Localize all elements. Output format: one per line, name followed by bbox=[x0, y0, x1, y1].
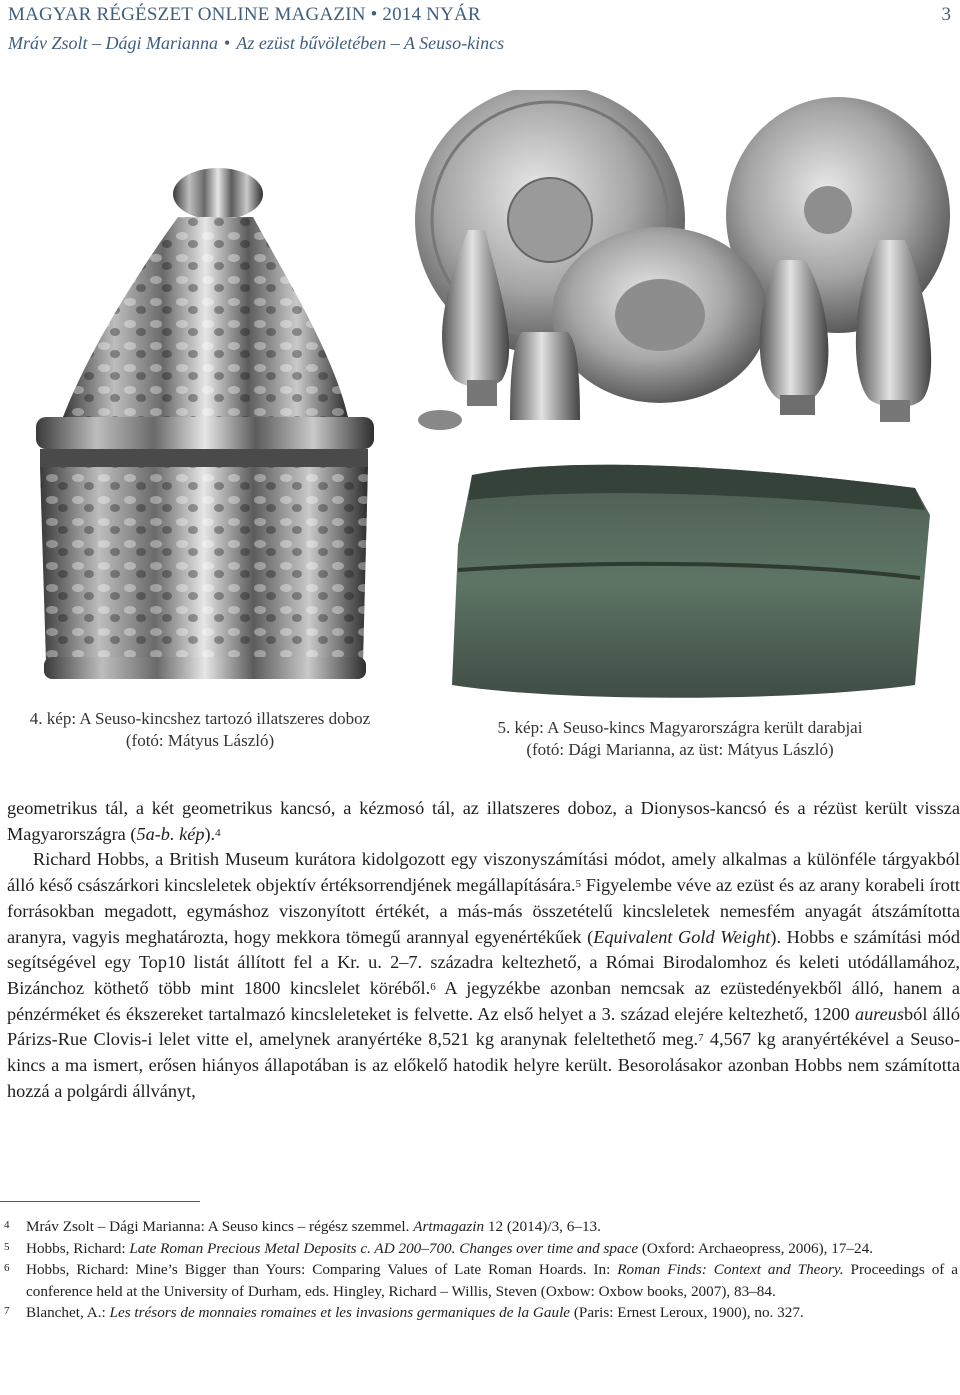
text-run: ból álló Párizs-Rue Clovis-i lelet vitte el, amelynek aranyértéke 8,521 kg aranynak feleltethető meg. bbox=[7, 1003, 960, 1050]
paragraph-2 bbox=[7, 847, 960, 1104]
authors: Mráv Zsolt – Dági Marianna bbox=[8, 33, 219, 53]
article-body bbox=[7, 796, 960, 1104]
text-run: Figyelembe véve az ezüst és az arany korabeli írott forrásokban megadott, egymáshoz viszonyított értékét, a más-más összetételű kincsleletek nemesfém anyagát átszámította aranyra, vagyis meghatározta, hogy mekkora tömegű arannyal egyenértékűek ( bbox=[7, 875, 960, 947]
text-run: Richard Hobbs, a British Museum kurátora kidolgozott egy viszonyszámítási módot, amely alkalmas a különféle tárgyakból álló késő császárkori kincsleletek objektív értéksorrendjének megállapítására. bbox=[7, 849, 960, 896]
footnote-number: 7 bbox=[4, 1305, 10, 1318]
text-run: Hobbs, Richard: Mine’s Bigger than Yours: Comparing Values of Late Roman Hoards. In: bbox=[26, 1261, 618, 1279]
footnote-6 bbox=[0, 1259, 958, 1302]
paragraph-1 bbox=[7, 796, 960, 847]
text-run: (Paris: Ernest Leroux, 1900), no. 327. bbox=[570, 1304, 804, 1322]
text-run: geometrikus tál, a két geometrikus kancsó, a kézmosó tál, az illatszeres doboz, a Dionysos-kancsó és a rézüst került vissza Magyarországra ( bbox=[7, 798, 960, 844]
footnote-marker: 7 bbox=[698, 1032, 704, 1045]
footnote-5 bbox=[0, 1238, 958, 1260]
footnotes bbox=[0, 1216, 958, 1324]
text-run: Mráv Zsolt – Dági Marianna: A Seuso kincs – régész szemmel. bbox=[26, 1218, 414, 1235]
article-title: Az ezüst bűvöletében – A Seuso-kincs bbox=[236, 33, 505, 53]
seuso-objects-photo bbox=[410, 90, 958, 702]
footnote-number: 6 bbox=[4, 1262, 10, 1275]
page-number: 3 bbox=[941, 4, 951, 25]
figure-4-caption-line2: (fotó: Mátyus László) bbox=[125, 731, 275, 750]
footnote-7 bbox=[0, 1302, 958, 1324]
emphasis: Les trésors de monnaies romaines et les invasions germaniques de la Gaule bbox=[109, 1304, 571, 1322]
text-run: ). Hobbs e számítási mód segítségével egy Top10 listát állított fel a Kr. u. 2–7. századra keltezhető, a Római Birodalomhoz és keleti utódállamához, Bizánchoz köthető több mint 1800 kincslelet köréből. bbox=[7, 926, 960, 998]
text-run: 12 (2014)/3, 6–13. bbox=[484, 1218, 601, 1235]
text-run: A jegyzékbe azonban nemcsak az ezüstedényekből álló, hanem a pénzérméket és ékszereket tartalmazó kincsleleteket is felvette. Az első helyet a 3. század elejére keltezhető, 1200 bbox=[7, 977, 960, 1024]
footnote-4 bbox=[0, 1216, 958, 1238]
casket-photo bbox=[18, 162, 383, 707]
emphasis: Late Roman Precious Metal Deposits c. AD 200–700. Changes over time and space bbox=[129, 1239, 639, 1257]
figure-5-caption bbox=[430, 717, 930, 761]
text-run: Blanchet, A.: bbox=[26, 1304, 110, 1322]
text-run: 4,567 kg aranyértékével a Seuso-kincs a ma ismert, erősen hiányos állapotában is az előkelő hatodik helyre került. Besorolásakor azonban Hobbs nem számította hozzá a polgárdi állványt, bbox=[7, 1029, 960, 1101]
footnote-marker: 4 bbox=[215, 826, 221, 839]
footnote-marker: 5 bbox=[575, 878, 582, 891]
article-subtitle bbox=[8, 33, 504, 54]
figure-5-caption-line1: 5. kép: A Seuso-kincs Magyarországra került darabjai bbox=[497, 718, 863, 737]
text-run: Proceedings of a conference held at the University of Durham, eds. Hingley, Richard – Willis, Steven (Oxbow: Oxbow books, 2007), 83–84. bbox=[26, 1261, 959, 1300]
text-run: ). bbox=[204, 823, 216, 844]
emphasis: Artmagazin bbox=[413, 1218, 485, 1235]
footnote-number: 4 bbox=[4, 1219, 10, 1231]
footnote-marker: 6 bbox=[430, 980, 436, 993]
emphasis: Equivalent Gold Weight bbox=[593, 926, 771, 947]
emphasis: aureus bbox=[854, 1003, 905, 1024]
separator: • bbox=[224, 33, 231, 53]
figure-reference: 5a-b. kép bbox=[136, 823, 205, 844]
emphasis: Roman Finds: Context and Theory. bbox=[617, 1261, 844, 1279]
text-run: Hobbs, Richard: bbox=[26, 1239, 130, 1257]
figure-4-caption-line1: 4. kép: A Seuso-kincshez tartozó illatszeres doboz bbox=[29, 709, 371, 728]
figure-5-caption-line2: (fotó: Dági Marianna, az üst: Mátyus László) bbox=[526, 740, 834, 759]
footnote-number: 5 bbox=[4, 1240, 10, 1253]
magazine-title: MAGYAR RÉGÉSZET ONLINE MAGAZIN • 2014 NYÁR bbox=[8, 4, 481, 25]
figure-4-caption bbox=[0, 708, 400, 752]
text-run: (Oxford: Archaeopress, 2006), 17–24. bbox=[638, 1239, 874, 1257]
footnote-divider bbox=[0, 1201, 200, 1202]
